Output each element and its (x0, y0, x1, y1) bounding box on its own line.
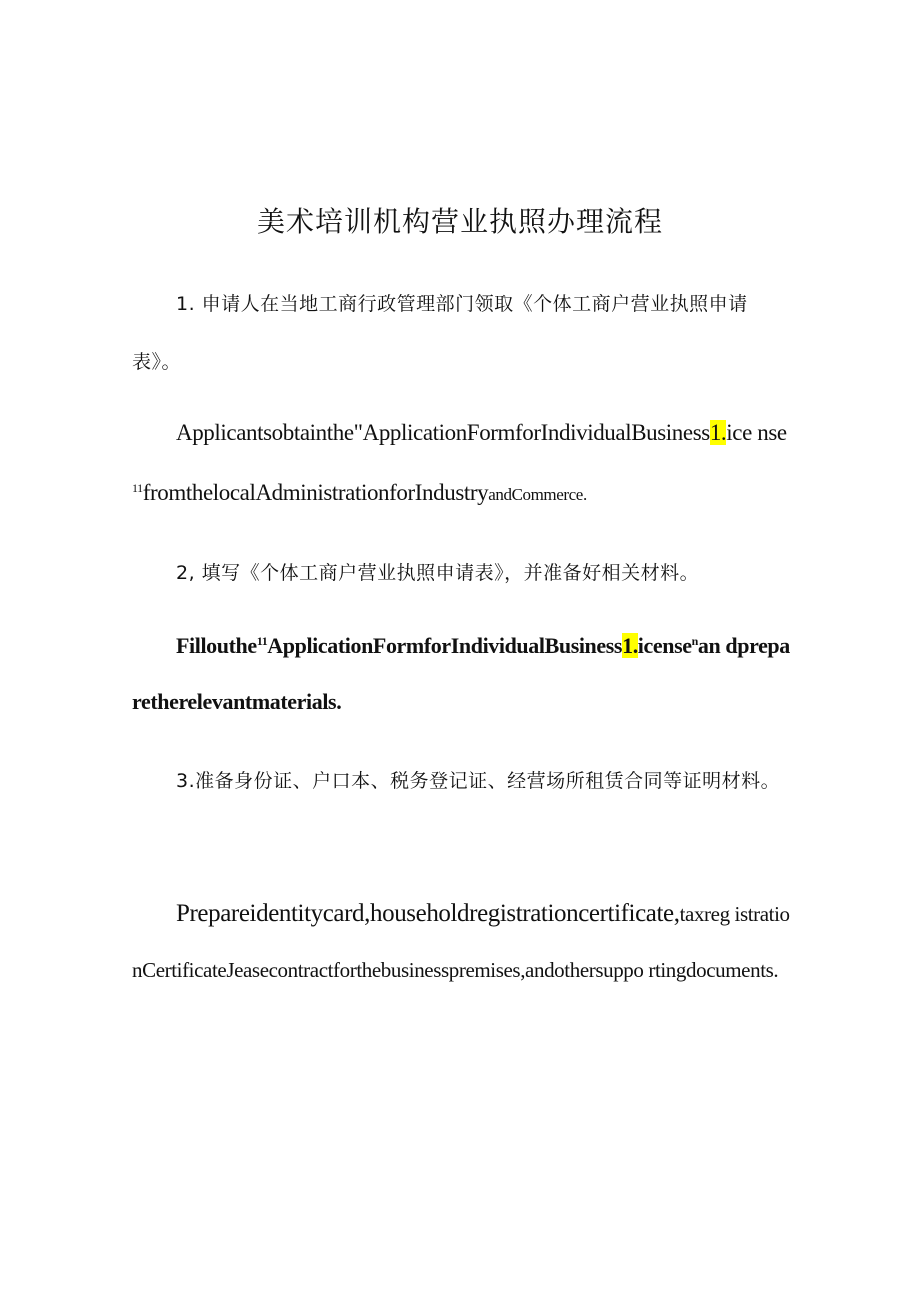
highlight-mark: 1. (709, 420, 727, 445)
superscript-mark: n (691, 634, 698, 648)
step-3-english (132, 886, 792, 998)
step-1-english-text-d: andCommerce. (488, 485, 587, 504)
step-1-english-text-c: fromthelocalAdministrationforIndustry (142, 480, 489, 505)
step-3-chinese: 3.准备身份证、户口本、税务登记证、经营场所租赁合同等证明材料。 (176, 770, 781, 792)
step-3-english-text-b: taxreg istrationCertificateJeasecontractforthebusinesspremises,andothersuppo rtingdocuments. (132, 902, 790, 982)
step-1-chinese: 1. 申请人在当地工商行政管理部门领取《个体工商户营业执照申请表》。 (132, 293, 748, 373)
step-2-english-text-d: an dpreparetherelevantmaterials. (132, 633, 790, 714)
step-2-english-text-a: Fillouthe (176, 633, 257, 658)
step-3-english-text-a: Prepareidentitycard,householdregistrationcertificate, (176, 900, 680, 927)
highlight-mark: 1. (622, 633, 638, 658)
superscript-mark: 11 (132, 481, 143, 495)
step-2-chinese: 2, 填写《个体工商户营业执照申请表》，并准备好相关材料。 (176, 562, 700, 584)
step-2-english (132, 618, 792, 730)
step-2-english-text-c: icense (637, 633, 692, 658)
step-1-english (132, 403, 792, 525)
step-1-english-text-b: ice nse (726, 420, 787, 445)
superscript-mark: 11 (256, 634, 268, 648)
page-title: 美术培训机构营业执照办理流程 (256, 205, 663, 238)
step-2-english-text-b: ApplicationFormforIndividualBusiness (267, 633, 623, 658)
step-1-english-text-a: Applicantsobtainthe"ApplicationFormforIndividualBusiness (176, 420, 710, 445)
